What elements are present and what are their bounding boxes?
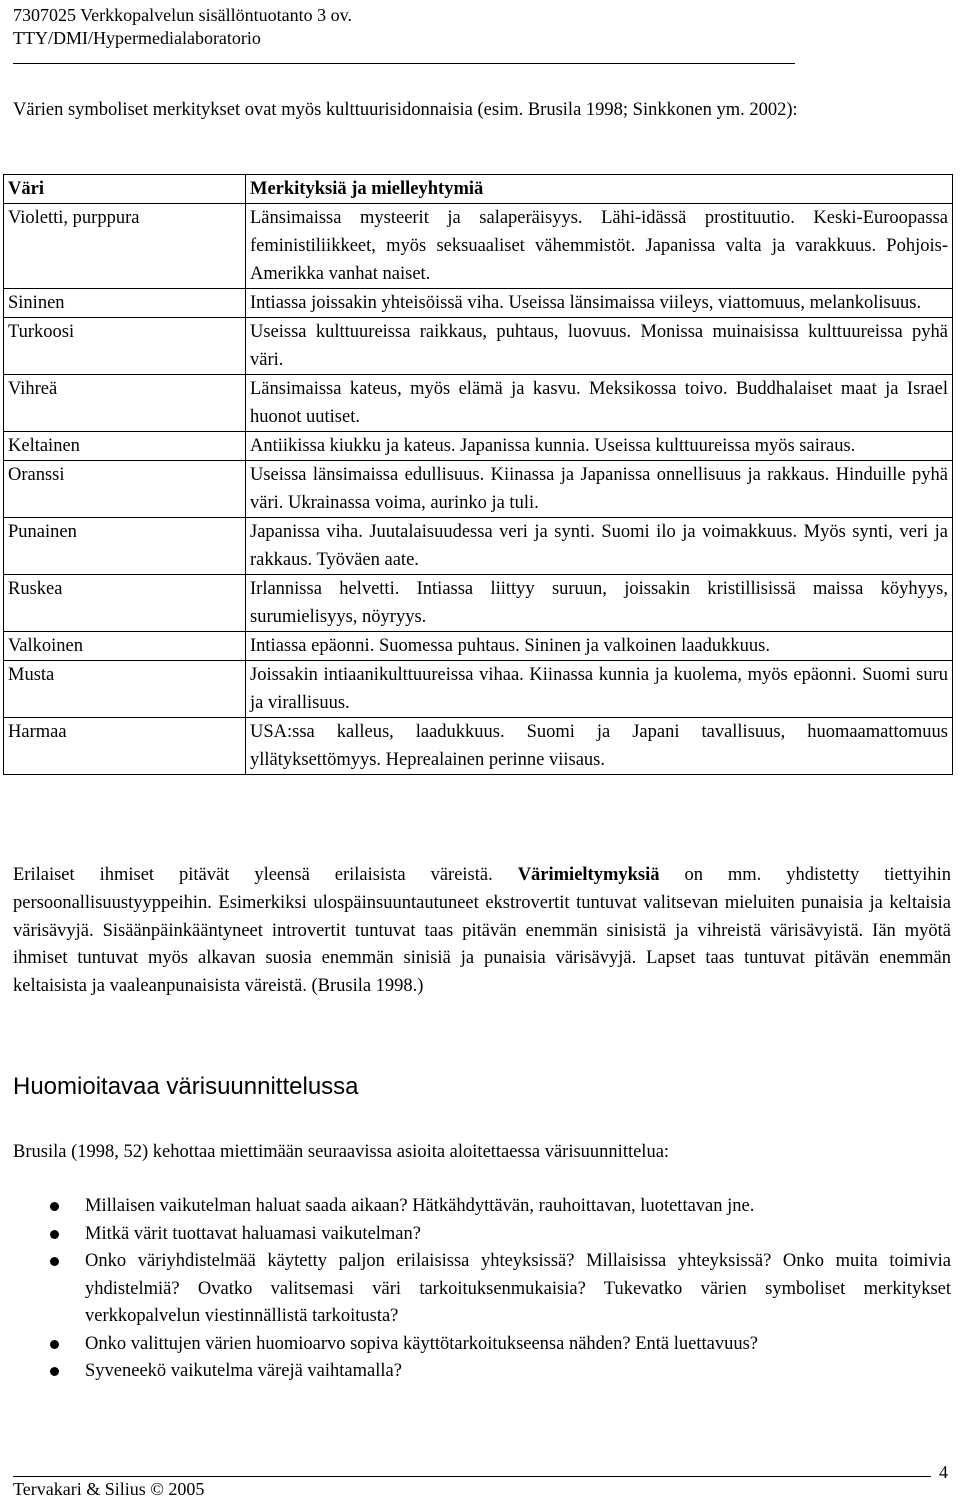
table-row bbox=[4, 375, 953, 432]
color-name: Sininen bbox=[4, 289, 246, 318]
table-row bbox=[4, 432, 953, 461]
footer-divider bbox=[13, 1476, 931, 1477]
table-row bbox=[4, 518, 953, 575]
bullet-icon bbox=[50, 1340, 59, 1349]
color-meaning: Antiikissa kiukku ja kateus. Japanissa kunnia. Useissa kulttuureissa myös sairaus. bbox=[246, 432, 953, 461]
list-item-text: Onko väriyhdistelmää käytetty paljon erilaisissa yhteyksissä? Millaisissa yhteyksissä? Onko muita toimivia yhdistelmiä? Ovatko valitsemasi väri tarkoituksenmukaisia? Tukevatko värien symboliset merkitykset verkkopalvelun viestinnällistä tarkoitusta? bbox=[85, 1251, 951, 1326]
header-department: TTY/DMI/Hypermedialaboratorio bbox=[13, 28, 261, 48]
list-item bbox=[13, 1221, 951, 1249]
color-name: Ruskea bbox=[4, 575, 246, 632]
color-meaning: Länsimaissa mysteerit ja salaperäisyys. Lähi-idässä prostituutio. Keski-Euroopassa feministiliikkeet, myös seksuaaliset vähemmistöt. Japanissa valta ja varakkuus. Pohjois-Amerikka vanhat naiset. bbox=[246, 204, 953, 289]
color-name: Musta bbox=[4, 661, 246, 718]
color-name: Oranssi bbox=[4, 461, 246, 518]
list-item-text: Syveneekö vaikutelma värejä vaihtamalla? bbox=[85, 1361, 402, 1381]
table-row bbox=[4, 461, 953, 518]
table-row bbox=[4, 575, 953, 632]
color-meaning: Intiassa epäonni. Suomessa puhtaus. Sininen ja valkoinen laadukkuus. bbox=[246, 632, 953, 661]
list-item-text: Onko valittujen värien huomioarvo sopiva käyttötarkoitukseensa nähden? Entä luettavuus? bbox=[85, 1333, 759, 1354]
section-intro: Brusila (1998, 52) kehottaa miettimään seuraavissa asioita aloitettaessa värisuunnittelua: bbox=[13, 1142, 670, 1162]
color-meaning-table bbox=[3, 174, 953, 775]
bullet-icon bbox=[50, 1230, 59, 1239]
color-meaning: USA:ssa kalleus, laadukkuus. Suomi ja Japani tavallisuus, huomaamattomuus yllätyksettömyys. Heprealainen perinne viisaus. bbox=[246, 718, 953, 775]
section-heading: Huomioitavaa värisuunnittelussa bbox=[13, 1073, 359, 1100]
column-header-color: Väri bbox=[4, 175, 246, 204]
table-row bbox=[4, 661, 953, 718]
table-row bbox=[4, 289, 953, 318]
color-meaning: Japanissa viha. Juutalaisuudessa veri ja synti. Suomi ilo ja voimakkuus. Myös synti, veri ja rakkaus. Työväen aate. bbox=[246, 518, 953, 575]
color-name: Turkoosi bbox=[4, 318, 246, 375]
color-name: Punainen bbox=[4, 518, 246, 575]
table-row bbox=[4, 204, 953, 289]
page-number: 4 bbox=[939, 1462, 948, 1482]
color-meaning: Intiassa joissakin yhteisöissä viha. Useissa länsimaissa viileys, viattomuus, melankolisuus. bbox=[246, 289, 953, 318]
list-item bbox=[13, 1358, 951, 1386]
footer-copyright: Tervakari & Silius © 2005 bbox=[13, 1479, 205, 1499]
color-name: Valkoinen bbox=[4, 632, 246, 661]
column-header-meanings: Merkityksiä ja mielleyhtymiä bbox=[246, 175, 953, 204]
list-item-text: Millaisen vaikutelman haluat saada aikaan? Hätkähdyttävän, rauhoittavan, luotettavan jne. bbox=[85, 1196, 755, 1216]
color-meaning: Joissakin intiaanikulttuureissa vihaa. Kiinassa kunnia ja kuolema, myös epäonni. Suomi suru ja virallisuus. bbox=[246, 661, 953, 718]
page-header bbox=[13, 4, 352, 50]
color-name: Vihreä bbox=[4, 375, 246, 432]
list-item bbox=[13, 1331, 951, 1359]
color-meaning: Useissa länsimaissa edullisuus. Kiinassa ja Japanissa onnellisuus ja rakkaus. Hinduille pyhä väri. Ukrainassa voima, aurinko ja tuli. bbox=[246, 461, 953, 518]
checklist bbox=[13, 1193, 951, 1386]
color-name: Keltainen bbox=[4, 432, 246, 461]
bullet-icon bbox=[50, 1367, 59, 1376]
table-row bbox=[4, 318, 953, 375]
table-header-row bbox=[4, 175, 953, 204]
paragraph-bold-term: Värimieltymyksiä bbox=[517, 865, 660, 885]
table-row bbox=[4, 632, 953, 661]
paragraph-text-start: Erilaiset ihmiset pitävät yleensä erilaisista väreistä. bbox=[13, 865, 518, 885]
list-item bbox=[13, 1193, 951, 1221]
color-meaning: Useissa kulttuureissa raikkaus, puhtaus, luovuus. Monissa muinaisissa kulttuureissa pyhä väri. bbox=[246, 318, 953, 375]
color-meaning: Irlannissa helvetti. Intiassa liittyy suruun, joissakin kristillisissä maissa köyhyys, surumielisyys, nöyryys. bbox=[246, 575, 953, 632]
table-row bbox=[4, 718, 953, 775]
intro-text: Värien symboliset merkitykset ovat myös kulttuurisidonnaisia (esim. Brusila 1998; Sinkkonen ym. 2002): bbox=[13, 100, 798, 120]
color-name: Violetti, purppura bbox=[4, 204, 246, 289]
list-item-text: Mitkä värit tuottavat haluamasi vaikutelman? bbox=[85, 1223, 421, 1244]
header-course-title: 7307025 Verkkopalvelun sisällöntuotanto 3 ov. bbox=[13, 5, 352, 25]
color-preference-paragraph bbox=[13, 862, 951, 1001]
paragraph-text-rest: on mm. yhdistetty tiettyihin persoonallisuustyyppeihin. Esimerkiksi ulospäinsuuntautuneet ekstrovertit tuntuvat valitsevan mieluiten punaisia ja keltaisia värisävyjä. Sisäänpäinkääntyneet introvertit tuntuvat taas pitävän enemmän sinisistä ja vihreistä värisävyistä. Iän myötä ihmiset tuntuvat myös alkavan suosia enemmän sinisiä ja punaisia värisävyjä. Lapset taas tuntuvat pitävän enemmän keltaisista ja vaaleanpunaisista väreistä. (Brusila 1998.) bbox=[13, 865, 951, 997]
header-divider bbox=[13, 63, 795, 64]
list-item bbox=[13, 1248, 951, 1331]
bullet-icon bbox=[50, 1202, 59, 1211]
color-name: Harmaa bbox=[4, 718, 246, 775]
color-meaning: Länsimaissa kateus, myös elämä ja kasvu. Meksikossa toivo. Buddhalaiset maat ja Israel huonot uutiset. bbox=[246, 375, 953, 432]
bullet-icon bbox=[50, 1257, 59, 1266]
